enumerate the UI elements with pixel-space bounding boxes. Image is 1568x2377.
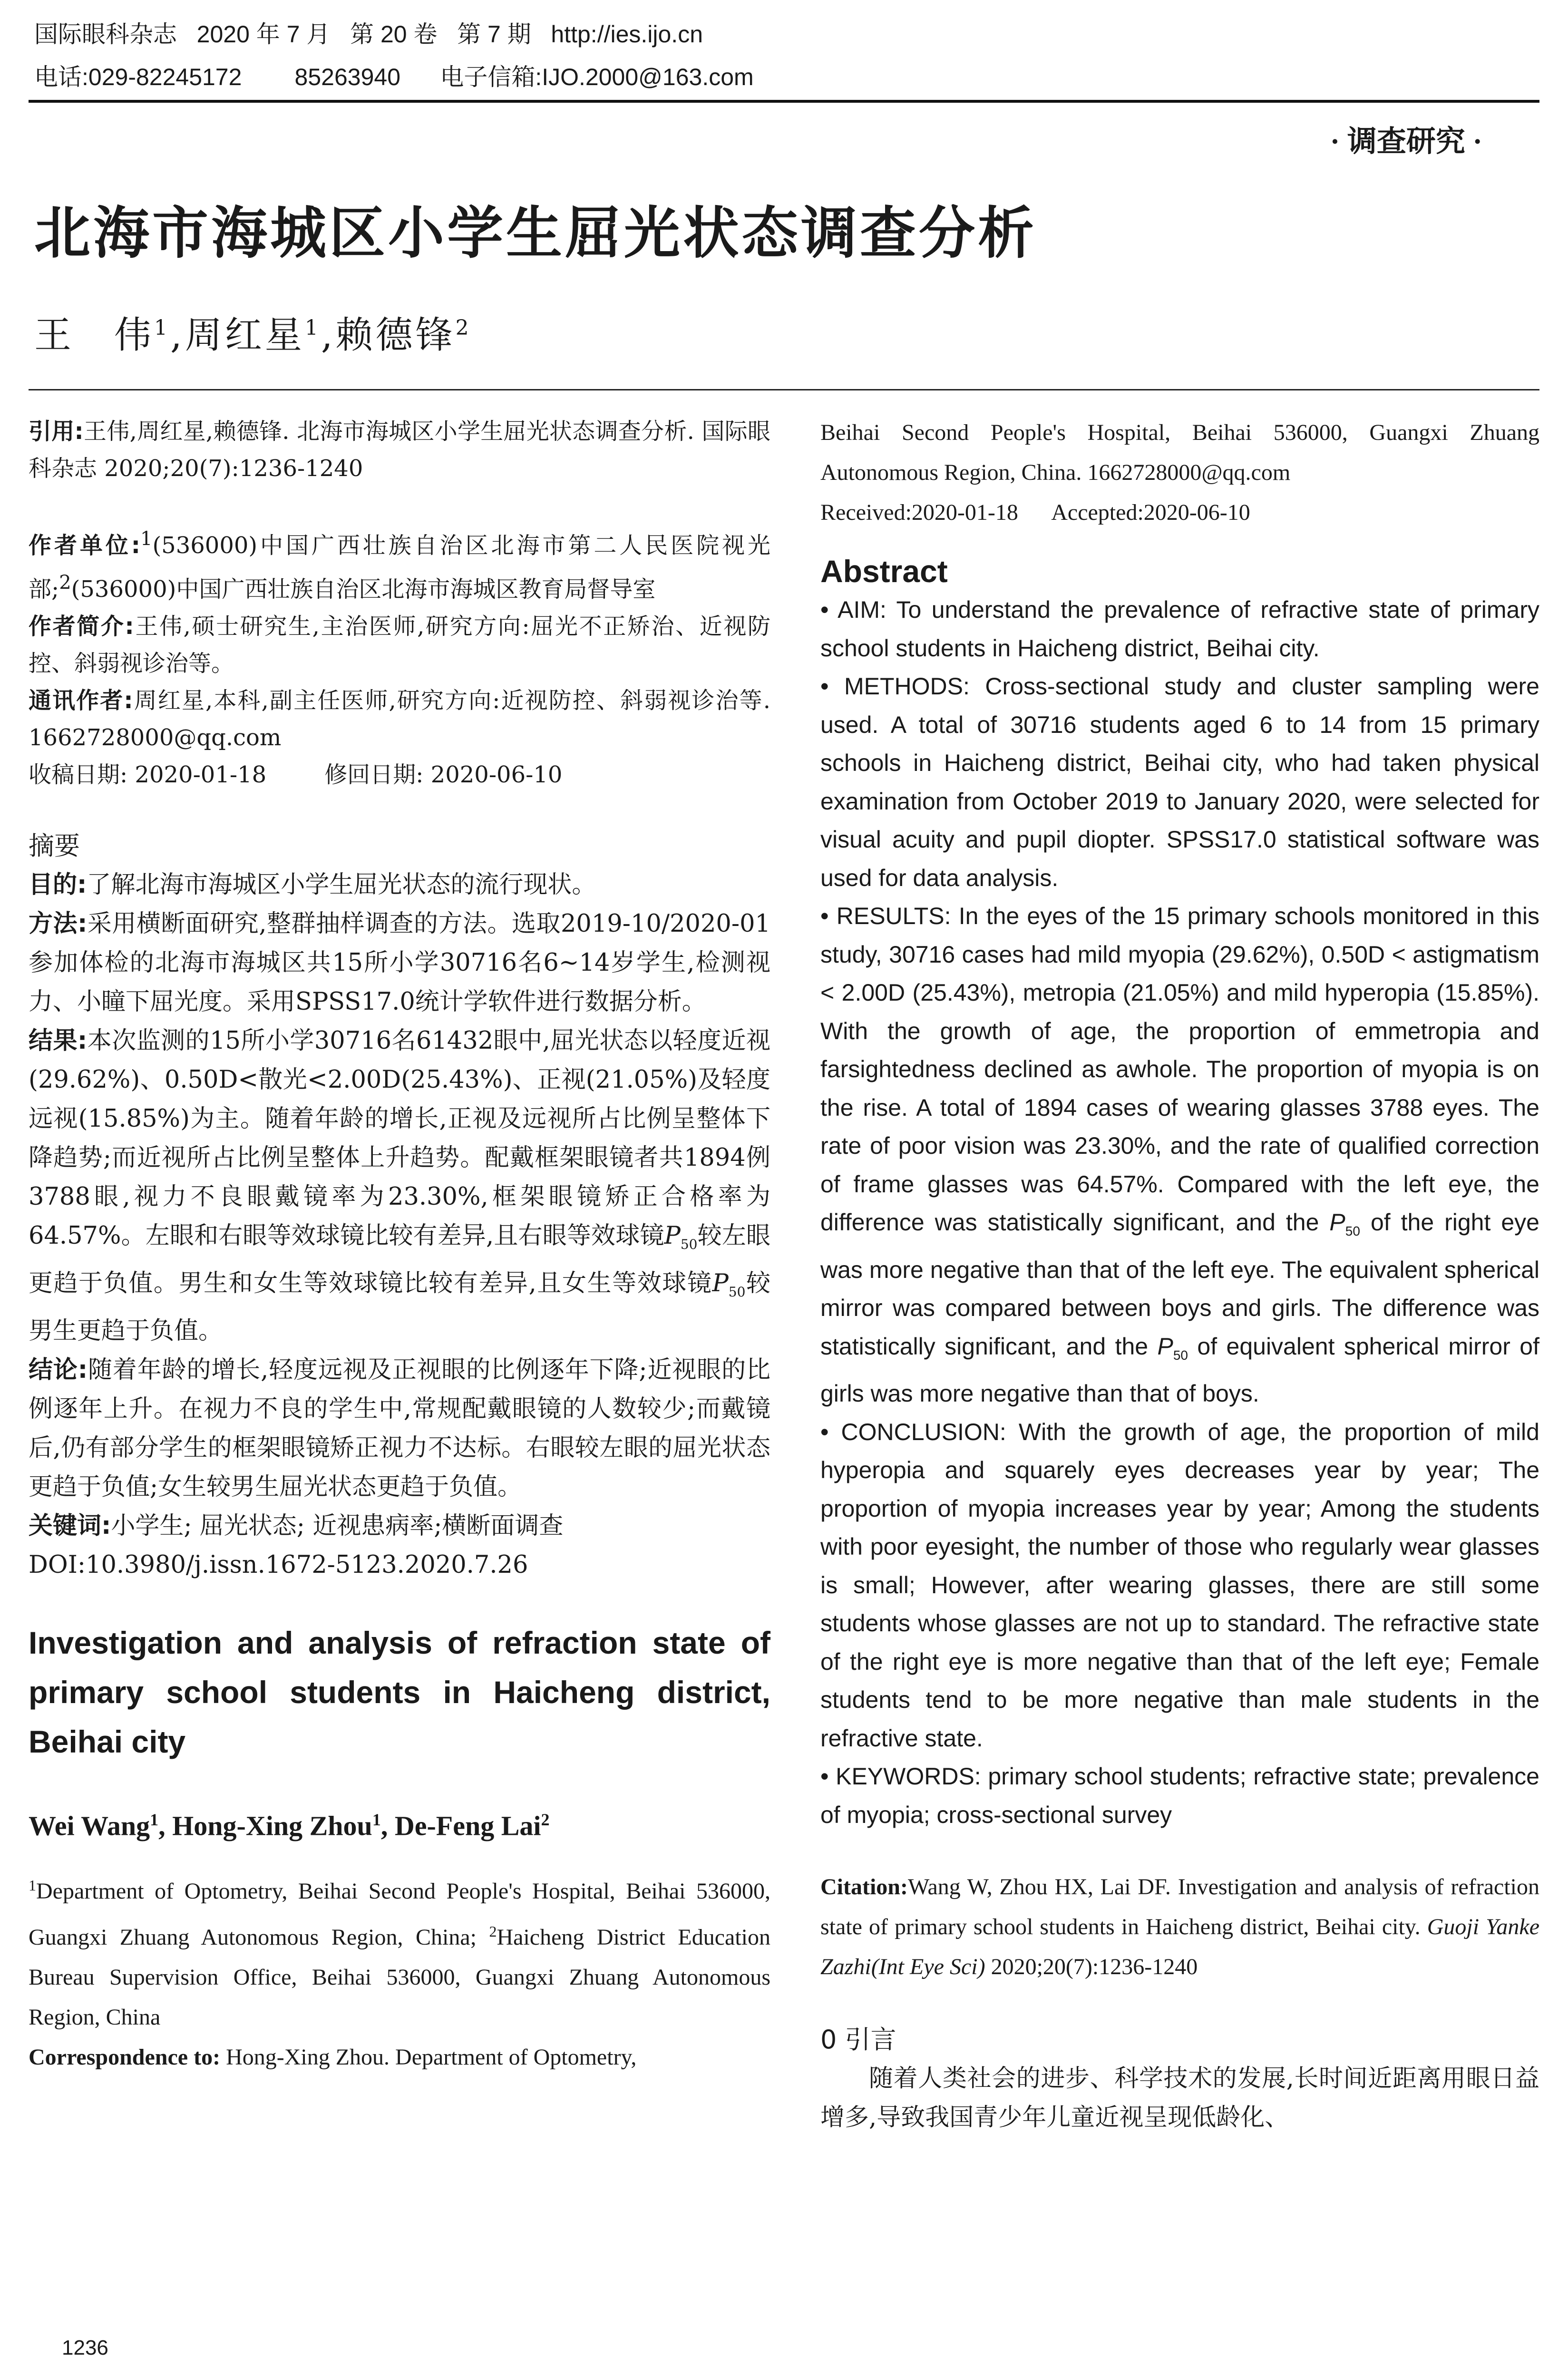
abstract-results <box>820 897 1539 1413</box>
p50-symbol: P <box>712 1269 729 1298</box>
affil-sup: 2 <box>59 572 71 594</box>
results-text: 本次监测的15所小学30716名61432眼中,屈光状态以轻度近视(29.62%)、0.50D<散光<2.00D(25.43%)、正视(21.05%)及轻度远视(15.85%)为主。随着年龄的增长,正视及远视所占比例呈整体下降趋势;而近视所占比例呈整体上升趋势。配戴框架眼镜者共1894例3788眼,视力不良眼戴镜率为23.30%,框架眼镜矫正合格率为64.57%。左眼和右眼等效球镜比较有差异,且右眼等效球镜 <box>29 1027 770 1250</box>
zh-abstract-purpose <box>29 866 770 905</box>
affil-sup: 1 <box>140 528 153 550</box>
english-authors: Wei Wang$^1$, Hong-Xing Zhou$^1$, De-Feng Lai$^2$ <box>29 1810 550 1841</box>
header-rule <box>29 100 1539 103</box>
results-text: 较男生更趋于负值。 <box>29 1269 770 1345</box>
results-text: In the eyes of the 15 primary schools monitored in this study, 30716 cases had mild myopia (29.62%), 0.50D < astigmatism < 2.00D (25.43%), metropia (21.05%) and mild hyperopia (15.85%). With the growth of age, the proportion of emmetropia and farsightedness declined as awhole. The proportion of myopia is on the rise. A total of 1894 cases of wearing glasses 3788 eyes. The rate of poor vision was 23.30%, and the rate of qualified correction of frame glasses was 64.57%. Compared with the left eye, the difference was statistically significant, and the <box>820 903 1539 1236</box>
intro-text: 随着人类社会的进步、科学技术的发展,长时间近距离用眼日益增多,导致我国青少年儿童近视呈现低龄化、 <box>820 2065 1539 2132</box>
author-bio-text: 王伟,硕士研究生,主治医师,研究方向:屈光不正矫治、近视防控、斜弱视诊治等。 <box>29 613 770 677</box>
journal-header-line2: 电话:029-82245172 85263940 电子信箱:IJO.2000@163.com <box>34 64 754 90</box>
corresponding-author-zh <box>29 682 770 756</box>
p50-subscript: 50 <box>1173 1347 1188 1363</box>
purpose-text: 了解北海市海城区小学生屈光状态的流行现状。 <box>87 871 596 899</box>
abstract-conclusion <box>820 1413 1539 1758</box>
author-name: 周红星 <box>185 314 305 357</box>
abstract-methods <box>820 667 1539 897</box>
author-name: Hong-Xing Zhou <box>172 1810 372 1841</box>
english-affiliation-text2: Haicheng District Education Bureau Supervision Office, Beihai 536000, Guangxi Zhuang Autonomous Region, China <box>29 1924 770 2030</box>
zh-keywords <box>29 1507 770 1546</box>
results-label: 结果: <box>29 1027 88 1055</box>
author-name: 王 伟 <box>34 314 155 357</box>
author-list: 王 伟$^1$,周红星$^1$,赖德锋$^2$ <box>34 314 472 357</box>
doi: DOI:10.3980/j.issn.1672-5123.2020.7.26 <box>29 1551 528 1579</box>
p50-symbol: P <box>1329 1209 1345 1236</box>
results-text: of the right eye was more negative than that of the left eye. The equivalent spherical mirror was compared between boys and girls. The difference was statistically significant, and the <box>820 1209 1539 1360</box>
citation-zh <box>29 413 770 487</box>
citation-journal: Guoji Yanke Zazhi(Int Eye Sci) <box>820 1914 1540 1979</box>
keywords-label: 关键词: <box>29 1512 111 1540</box>
page-number: 1236 <box>62 2336 108 2359</box>
author-affil-sup: 1 <box>372 1810 381 1830</box>
p50-subscript: 50 <box>680 1237 698 1253</box>
english-affiliation-text1: Department of Optometry, Beihai Second People's Hospital, Beihai 536000, Guangxi Zhuang Autonomous Region, China; <box>29 1878 770 1950</box>
conclusion-label: • CONCLUSION: <box>820 1418 1006 1445</box>
methods-text: Cross-sectional study and cluster sampling were used. A total of 30716 students aged 6 to 14 from 15 primary schools in Haicheng district, Beihai city, who had taken physical examination from October 2019 to January 2020, were selected for visual acuity and pupil diopter. SPSS17.0 statistical software was used for data analysis. <box>820 673 1539 891</box>
methods-text: 采用横断面研究,整群抽样调查的方法。选取2019-10/2020-01参加体检的北海市海城区共15所小学30716名6~14岁学生,检测视力、小瞳下屈光度。采用SPSS17.0统计学软件进行数据分析。 <box>29 910 770 1016</box>
correspondence <box>29 2037 770 2077</box>
journal-header-line1: 国际眼科杂志 2020 年 7 月 第 20 卷 第 7 期 http://ies.ijo.cn <box>34 21 703 48</box>
zh-abstract-conclusion <box>29 1351 770 1507</box>
conclusion-label: 结论: <box>29 1356 88 1384</box>
citation-zh-text: 王伟,周红星,赖德锋. 北海市海城区小学生屈光状态调查分析. 国际眼科杂志 2020;20(7):1236-1240 <box>29 418 770 482</box>
zh-abstract-methods <box>29 905 770 1022</box>
affiliation-zh-label: 作者单位: <box>29 532 140 559</box>
p50-symbol: P <box>664 1222 681 1250</box>
english-title: Investigation and analysis of refraction state of primary school students in Haicheng district, Beihai city <box>29 1625 770 1760</box>
citation-text: 2020;20(7):1236-1240 <box>985 1954 1198 1979</box>
keywords-text: 小学生; 屈光状态; 近视患病率;横断面调查 <box>111 1512 564 1540</box>
correspondence-label: Correspondence to: <box>29 2044 221 2070</box>
affiliation-zh <box>29 520 770 608</box>
abstract-aim <box>820 591 1539 667</box>
zh-abstract-heading: 摘要 <box>29 831 80 861</box>
conclusion-text: 随着年龄的增长,轻度远视及正视眼的比例逐年下降;近视眼的比例逐年上升。在视力不良的学生中,常规配戴眼镜的人数较少;而戴镜后,仍有部分学生的框架眼镜矫正视力不达标。右眼较左眼的屈光状态更趋于负值;女生较男生屈光状态更趋于负值。 <box>29 1356 770 1501</box>
intro-heading: 0 引言 <box>820 2025 896 2055</box>
results-text: 较左眼更趋于负值。男生和女生等效球镜比较有差异,且女生等效球镜 <box>29 1222 770 1298</box>
received-accepted: Received:2020-01-18 Accepted:2020-06-10 <box>820 500 1250 525</box>
english-affiliation <box>29 1865 770 2037</box>
conclusion-text: With the growth of age, the proportion of mild hyperopia and squarely eyes decreases year by year; The proportion of myopia increases year by year; Among the students with poor eyesight, the number of those who regularly wear glasses is small; However, after wearing glasses, there are still some students whose glasses are not up to standard. The refractive state of the right eye is more negative than that of the left eye; Female students tend to be more negative than male students in the refractive state. <box>820 1418 1539 1752</box>
corresponding-author-label: 通讯作者: <box>29 687 133 714</box>
corresponding-author-text: 周红星,本科,副主任医师,研究方向:近视防控、斜弱视诊治等. 1662728000@qq.com <box>29 687 770 751</box>
citation-text: Wang W, Zhou HX, Lai DF. Investigation and analysis of refraction state of primary school students in Haicheng district, Beihai city. <box>820 1874 1539 1939</box>
author-affil-sup: 1 <box>304 316 321 340</box>
author-name: Wei Wang <box>29 1810 150 1841</box>
correspondence-continued: Beihai Second People's Hospital, Beihai 536000, Guangxi Zhuang Autonomous Region, China. 1662728000@qq.com <box>820 420 1539 485</box>
methods-label: 方法: <box>29 910 88 938</box>
author-bio-label: 作者简介: <box>29 613 134 640</box>
p50-symbol: P <box>1157 1333 1173 1360</box>
affiliation-zh-text2: (536000)中国广西壮族自治区北海市海城区教育局督导室 <box>71 576 656 603</box>
purpose-label: 目的: <box>29 871 87 899</box>
affiliation-zh-text1: (536000)中国广西壮族自治区北海市第二人民医院视光部; <box>29 532 770 603</box>
abstract-heading: Abstract <box>820 554 948 589</box>
left-column <box>29 413 770 2077</box>
methods-label: • METHODS: <box>820 673 970 700</box>
author-name: De-Feng Lai <box>394 1810 541 1841</box>
affil-sup: 1 <box>29 1876 36 1894</box>
results-text: of equivalent spherical mirror of girls was more negative than that of boys. <box>820 1333 1539 1407</box>
affil-sup: 2 <box>489 1922 497 1940</box>
aim-text: To understand the prevalence of refractive state of primary school students in Haicheng district, Beihai city. <box>820 596 1539 662</box>
citation-zh-label: 引用: <box>29 418 84 445</box>
author-affil-sup: 2 <box>455 316 472 340</box>
keywords-label: • KEYWORDS: <box>820 1763 981 1790</box>
dates-zh: 收稿日期: 2020-01-18 修回日期: 2020-06-10 <box>29 761 563 788</box>
p50-subscript: 50 <box>1345 1224 1360 1238</box>
aim-label: • AIM: <box>820 596 886 623</box>
citation-label: Citation: <box>820 1874 908 1900</box>
article-title: 北海市海城区小学生屈光状态调查分析 <box>34 200 1037 266</box>
correspondence-text: Hong-Xing Zhou. Department of Optometry, <box>226 2044 637 2070</box>
keywords-text: primary school students; refractive state; prevalence of myopia; cross-sectional survey <box>820 1763 1539 1828</box>
title-rule <box>29 389 1539 390</box>
author-affil-sup: 2 <box>541 1810 550 1830</box>
author-name: 赖德锋 <box>335 314 456 357</box>
zh-abstract-results <box>29 1022 770 1351</box>
abstract-keywords <box>820 1757 1539 1834</box>
author-affil-sup: 1 <box>150 1810 159 1830</box>
right-column <box>820 413 1539 2137</box>
english-citation <box>820 1867 1539 1987</box>
results-label: • RESULTS: <box>820 903 951 929</box>
author-bio <box>29 608 770 682</box>
p50-subscript: 50 <box>728 1284 746 1300</box>
author-affil-sup: 1 <box>154 316 171 340</box>
section-tag: · 调查研究 · <box>1330 126 1482 158</box>
